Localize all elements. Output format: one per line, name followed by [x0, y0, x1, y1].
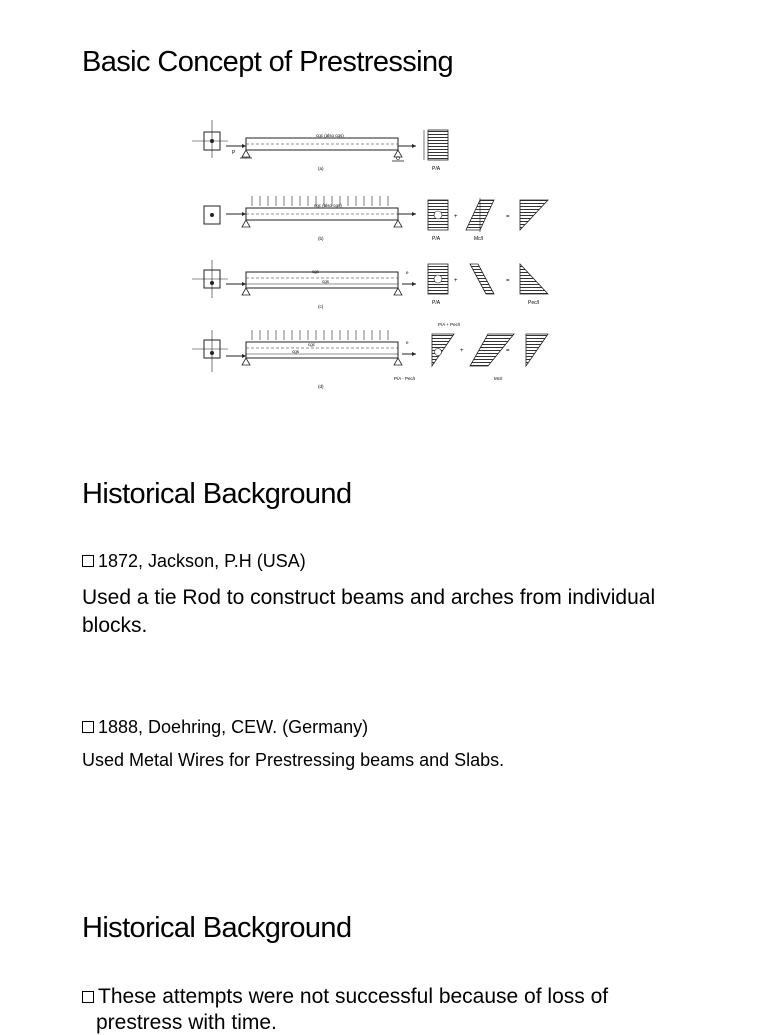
slide-title-historical-background-2: Historical Background	[82, 912, 352, 944]
label-stress-a: P/A	[432, 166, 441, 172]
slide-title-historical-background: Historical Background	[82, 478, 352, 510]
diagram-row-d	[192, 322, 548, 389]
label-cgs-c: cgs	[322, 279, 330, 284]
diagram-row-a	[192, 120, 448, 172]
label-row-b: (b)	[318, 236, 324, 241]
label-cgc-c: cgc	[312, 269, 320, 274]
bullet-jackson-text: 1872, Jackson, P.H (USA)	[98, 551, 306, 571]
bullet-attempts-continuation: prestress with time.	[96, 1011, 277, 1034]
bullet-attempts-text: These attempts were not successful because of loss of	[98, 985, 609, 1008]
label-ecc-d: e	[406, 340, 409, 345]
label-stress-b1: P/A	[432, 236, 441, 242]
diagram-row-b	[204, 196, 548, 242]
bullet-attempts	[82, 985, 608, 1009]
svg-text:=: =	[506, 278, 510, 284]
label-stress-c2: Pec/I	[528, 300, 540, 306]
svg-text:=: =	[506, 348, 510, 354]
diagram-row-c	[192, 260, 548, 309]
label-stress-d2: P/A - Pec/I	[394, 376, 416, 381]
label-stress-c1: P/A	[432, 300, 441, 306]
label-cgc-a: cgc (also cgs)	[316, 133, 344, 138]
svg-text:+: +	[454, 214, 458, 220]
label-force-a: P	[232, 150, 236, 156]
paragraph-metal-wires: Used Metal Wires for Prestressing beams and Slabs.	[82, 750, 505, 770]
checkbox-bullet-icon	[82, 991, 94, 1003]
slide-title-basic-concept: Basic Concept of Prestressing	[82, 46, 454, 78]
label-cgc-b: cgc (also cgs)	[314, 203, 342, 208]
checkbox-bullet-icon	[82, 721, 94, 733]
bullet-jackson	[82, 551, 306, 572]
label-stress-d1: P/A + Pec/I	[438, 322, 461, 327]
bullet-doehring-text: 1888, Doehring, CEW. (Germany)	[98, 717, 369, 737]
label-stress-d3: Mc/I	[494, 376, 503, 381]
svg-text:=: =	[506, 214, 510, 220]
label-ecc-c: e	[406, 270, 409, 275]
svg-text:+: +	[454, 278, 458, 284]
prestressing-diagram	[188, 112, 558, 396]
label-row-d: (d)	[318, 384, 324, 389]
bullet-doehring	[82, 717, 368, 738]
paragraph-tie-rod: Used a tie Rod to construct beams and arches from individual blocks.	[82, 586, 656, 637]
label-cgc-d: cgc	[308, 342, 316, 347]
label-cgs-d: cgs	[292, 349, 300, 354]
label-stress-b2: Mc/I	[474, 236, 484, 242]
svg-text:+: +	[460, 348, 464, 354]
label-row-a: (a)	[318, 166, 324, 171]
label-row-c: (c)	[318, 304, 324, 309]
checkbox-bullet-icon	[82, 555, 94, 567]
